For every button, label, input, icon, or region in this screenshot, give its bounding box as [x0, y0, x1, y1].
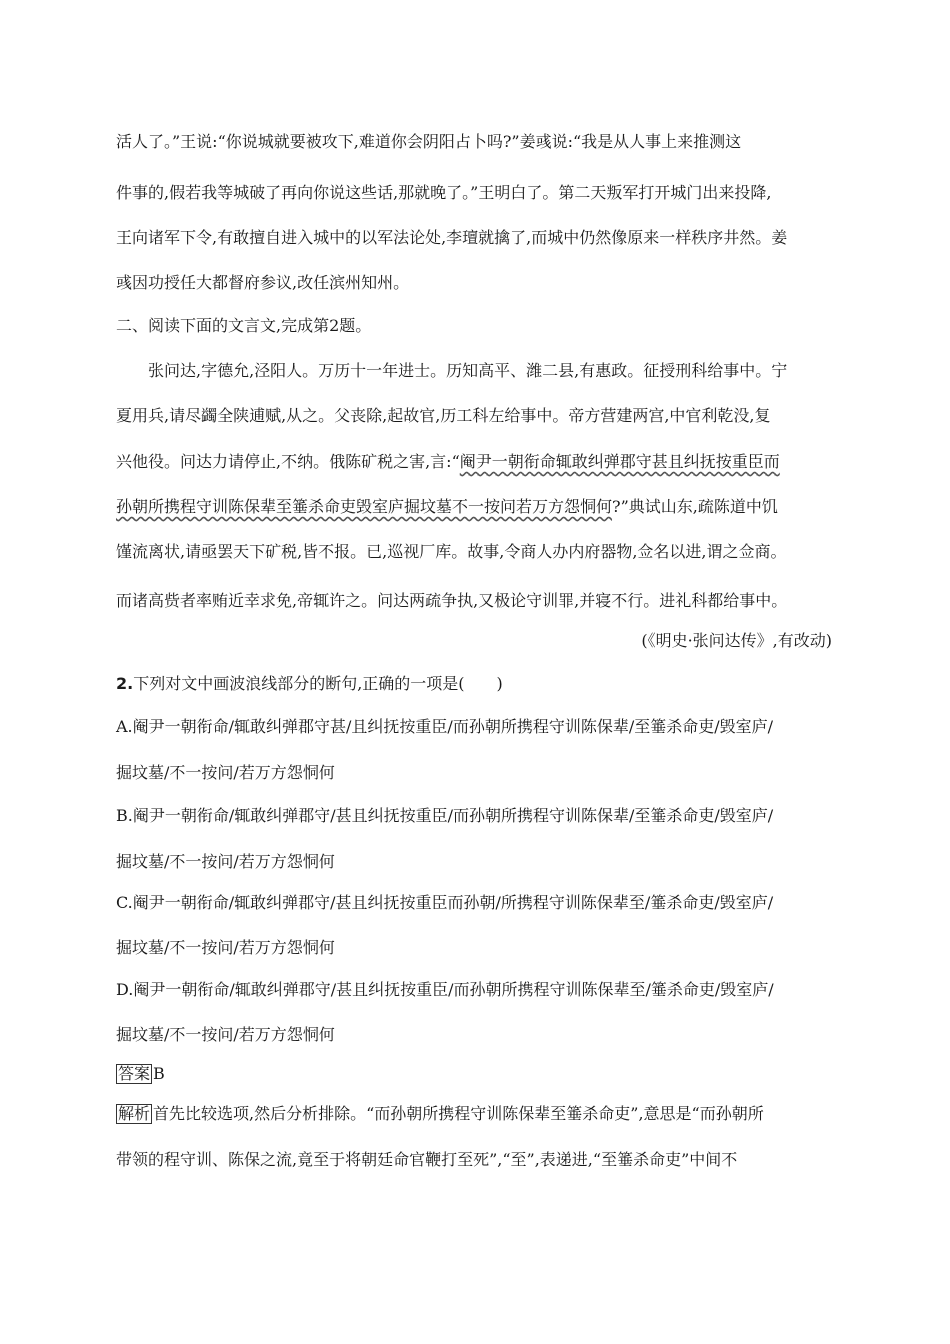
passage-line: 彧因功授任大都督府参议,改任滨州知州。 [116, 273, 410, 292]
wavy-underlined-text: 阉尹一朝衔命辄敢纠弹郡守甚且纠抚按重臣而 [459, 452, 780, 471]
passage2-line [116, 451, 836, 473]
passage2-line: 夏用兵,请尽蠲全陕逋赋,从之。父丧除,起故官,历工科左给事中。帝方营建两宫,中官利乾没,复 [116, 406, 771, 425]
analysis-text: 首先比较选项,然后分析排除。“而孙朝所携程守训陈保辈至箠杀命吏”,意思是“而孙朝所 [153, 1104, 764, 1123]
passage2-text: ?”典试山东,疏陈道中饥 [612, 497, 778, 516]
passage2-line: 而诸高赀者率贿近幸求免,帝辄许之。问达两疏争执,又极论守训罪,并寝不行。进礼科都给事中。 [116, 591, 788, 610]
answer-label: 答案 [118, 1064, 151, 1083]
option-d: D.阉尹一朝衔命/辄敢纠弹郡守/甚且纠抚按重臣/而孙朝所携程守训陈保辈至/箠杀命吏/毁室庐/ [116, 980, 774, 999]
option-d-continued: 掘坟墓/不一按问/若万方怨恫何 [116, 1025, 335, 1044]
option-c: C.阉尹一朝衔命/辄敢纠弹郡守/甚且纠抚按重臣而孙朝/所携程守训陈保辈至/箠杀命吏/毁室庐/ [116, 893, 774, 912]
analysis-line [116, 1103, 836, 1125]
answer-value: B [153, 1064, 165, 1083]
passage2-text: 兴他役。问达力请停止,不纳。俄陈矿税之害,言:“ [116, 452, 460, 471]
question-number: 2. [116, 674, 134, 693]
option-c-continued: 掘坟墓/不一按问/若万方怨恫何 [116, 938, 335, 957]
question-stem [116, 673, 836, 695]
question-text: 下列对文中画波浪线部分的断句,正确的一项是( ) [133, 674, 503, 693]
option-b-continued: 掘坟墓/不一按问/若万方怨恫何 [116, 852, 335, 871]
source-citation: (《明史·张问达传》,有改动) [641, 631, 832, 650]
option-b: B.阉尹一朝衔命/辄敢纠弹郡守/甚且纠抚按重臣/而孙朝所携程守训陈保辈/至箠杀命吏/毁室庐/ [116, 806, 774, 825]
passage2-line: 馑流离状,请亟罢天下矿税,皆不报。已,巡视厂库。故事,令商人办内府器物,佥名以进,谓之佥商。 [116, 542, 787, 561]
wavy-underlined-text: 孙朝所携程守训陈保辈至箠杀命吏毁室庐掘坟墓不一按问若万方怨恫何 [116, 497, 613, 516]
section-heading: 二、阅读下面的文言文,完成第2题。 [116, 316, 372, 335]
option-a-continued: 掘坟墓/不一按问/若万方怨恫何 [116, 763, 335, 782]
passage2-line: 张问达,字德允,泾阳人。万历十一年进士。历知高平、潍二县,有惠政。征授刑科给事中。宁 [148, 361, 788, 380]
analysis-label: 解析 [118, 1104, 151, 1123]
passage-line: 活人了。”王说:“你说城就要被攻下,难道你会阴阳占卜吗?”姜彧说:“我是从人事上来推测这 [116, 132, 742, 151]
passage2-line [116, 496, 836, 518]
passage-line: 件事的,假若我等城破了再向你说这些话,那就晚了。”王明白了。第二天叛军打开城门出来投降, [116, 183, 772, 202]
passage-line: 王向诸军下令,有敢擅自进入城中的以军法论处,李璮就擒了,而城中仍然像原来一样秩序井然。姜 [116, 228, 788, 247]
option-a: A.阉尹一朝衔命/辄敢纠弹郡守甚/且纠抚按重臣/而孙朝所携程守训陈保辈/至箠杀命吏/毁室庐/ [116, 717, 773, 736]
answer-line [116, 1063, 836, 1085]
analysis-line: 带领的程守训、陈保之流,竟至于将朝廷命官鞭打至死”,“至”,表递进,“至箠杀命吏”中间不 [116, 1150, 738, 1169]
